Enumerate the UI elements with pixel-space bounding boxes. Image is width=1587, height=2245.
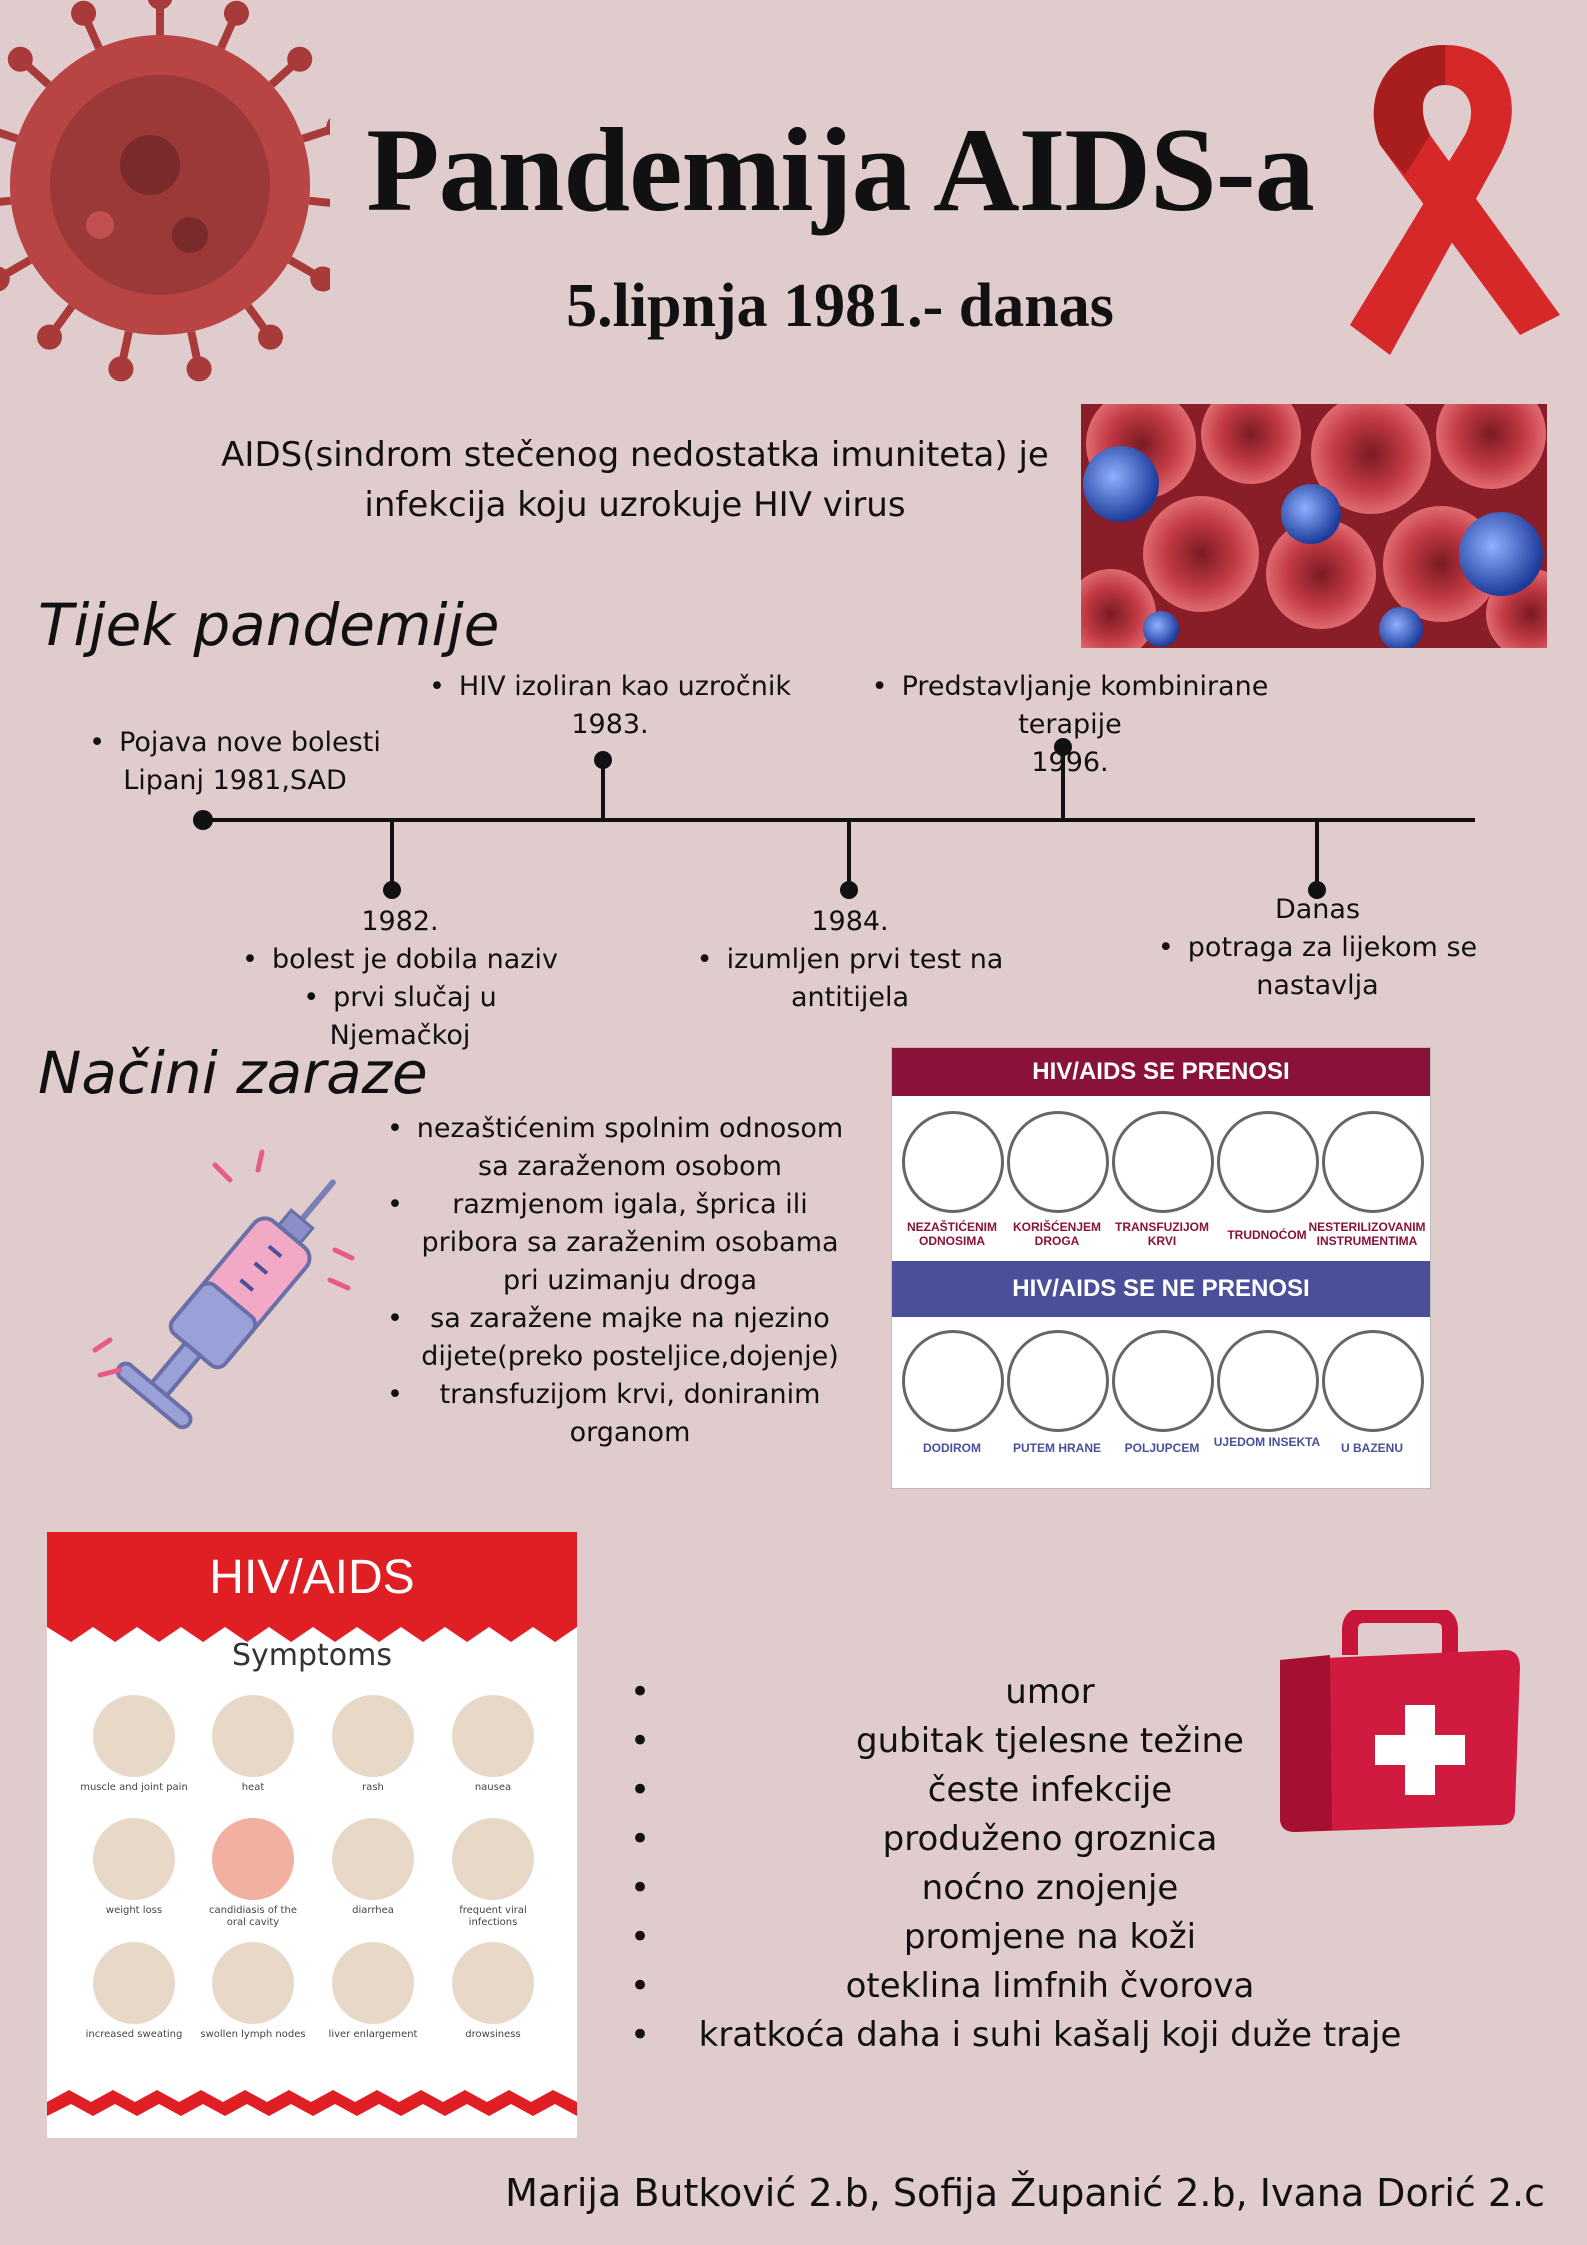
drug-use-icon bbox=[1007, 1111, 1109, 1213]
timeline-event-1981 bbox=[60, 724, 410, 800]
symptom-label: rash bbox=[362, 1782, 384, 1793]
event-date: Lipanj 1981,SAD bbox=[123, 765, 347, 796]
icon-label: U BAZENU bbox=[1341, 1441, 1403, 1455]
icon-label: KORIŠĆENJEM DROGA bbox=[1012, 1220, 1101, 1248]
icon-label: UJEDOM INSEKTA bbox=[1213, 1435, 1321, 1449]
list-item: • noćno znojenje bbox=[630, 1864, 1430, 1913]
virus-icon bbox=[0, 0, 330, 390]
timeline-title: Tijek pandemije bbox=[38, 591, 500, 659]
symptom-label: liver enlargement bbox=[328, 2029, 418, 2040]
thermometer-icon bbox=[212, 1695, 294, 1777]
instruments-icon bbox=[1322, 1111, 1424, 1213]
pillow-icon bbox=[452, 1942, 534, 2024]
event-text: • Predstavljanje kombinirane terapije bbox=[820, 668, 1320, 744]
timeline-event-1982 bbox=[230, 903, 570, 1055]
symptom-label: frequent viral infections bbox=[459, 1905, 527, 1928]
food-icon bbox=[1007, 1330, 1109, 1432]
panel-footer-shape bbox=[47, 2082, 577, 2138]
symptom-label: increased sweating bbox=[85, 2029, 183, 2040]
event-item: • izumljen prvi test na antitijela bbox=[640, 941, 1060, 1017]
event-date: 1996. bbox=[1031, 747, 1109, 778]
list-item: • razmjenom igala, šprica ili pribora sa zaraženim osobama pri uzimanju droga bbox=[375, 1186, 855, 1300]
list-item: • transfuzijom krvi, doniranim organom bbox=[375, 1376, 855, 1452]
stomach-icon bbox=[452, 1695, 534, 1777]
event-date: 1982. bbox=[361, 906, 439, 937]
kiss-icon bbox=[1112, 1330, 1214, 1432]
transmission-panel bbox=[891, 1047, 1431, 1489]
list-item: • umor bbox=[630, 1668, 1430, 1717]
list-item: • oteklina limfnih čvorova bbox=[630, 1962, 1430, 2011]
transmission-title: Načini zaraze bbox=[38, 1039, 428, 1107]
handshake-icon bbox=[902, 1330, 1004, 1432]
event-item: • potraga za lijekom se nastavlja bbox=[1100, 929, 1535, 1005]
list-item: • česte infekcije bbox=[630, 1766, 1430, 1815]
first-aid-kit-icon bbox=[1270, 1610, 1530, 1835]
panel-top-title: HIV/AIDS SE PRENOSI bbox=[892, 1048, 1430, 1096]
page-subtitle: 5.lipnja 1981.- danas bbox=[566, 272, 1114, 340]
event-date: 1984. bbox=[811, 906, 889, 937]
symptom-label: drowsiness bbox=[465, 2029, 521, 2040]
timeline-event-1996 bbox=[820, 668, 1320, 782]
authors-footer: Marija Butković 2.b, Sofija Županić 2.b, Ivana Dorić 2.c bbox=[505, 2171, 1545, 2215]
mosquito-icon bbox=[1217, 1330, 1319, 1432]
symptoms-panel-title: HIV/AIDS bbox=[209, 1551, 415, 1604]
icon-label: TRANSFUZIJOM KRVI bbox=[1115, 1220, 1209, 1248]
joint-pain-icon bbox=[93, 1695, 175, 1777]
toilet-icon bbox=[332, 1818, 414, 1900]
list-item: • promjene na koži bbox=[630, 1913, 1430, 1962]
rash-icon bbox=[332, 1695, 414, 1777]
coughing-icon bbox=[452, 1818, 534, 1900]
page-title: Pandemija AIDS-a bbox=[366, 103, 1314, 236]
intro-text: AIDS(sindrom stečenog nedostatka imuniteta) je infekcija koju uzrokuje HIV virus bbox=[221, 435, 1049, 525]
transmission-list bbox=[375, 1110, 855, 1452]
blood-cells-image bbox=[1081, 404, 1547, 648]
icon-label: TRUDNOĆOM bbox=[1227, 1228, 1307, 1242]
symptom-label: weight loss bbox=[105, 1905, 163, 1916]
lymph-nodes-icon bbox=[212, 1942, 294, 2024]
event-date: 1983. bbox=[571, 709, 649, 740]
symptom-label: muscle and joint pain bbox=[80, 1782, 188, 1793]
event-text: • HIV izoliran kao uzročnik bbox=[420, 668, 800, 706]
icon-label: NEZAŠTIĆENIM ODNOSIMA bbox=[907, 1220, 997, 1248]
list-item: • sa zaražene majke na njezino dijete(preko posteljice,dojenje) bbox=[375, 1300, 855, 1376]
list-item: • gubitak tjelesne težine bbox=[630, 1717, 1430, 1766]
icon-label: NESTERILIZOVANIM INSTRUMENTIMA bbox=[1308, 1220, 1426, 1248]
panel-bottom-title: HIV/AIDS SE NE PRENOSI bbox=[892, 1261, 1430, 1317]
icon-label: DODIROM bbox=[923, 1441, 981, 1455]
symptoms-panel-subtitle: Symptoms bbox=[231, 1638, 393, 1673]
blood-transfusion-icon bbox=[1112, 1111, 1214, 1213]
scale-icon bbox=[93, 1818, 175, 1900]
event-text: • Pojava nove bolesti bbox=[60, 724, 410, 762]
icon-label: PUTEM HRANE bbox=[1012, 1441, 1101, 1455]
event-date: Danas bbox=[1274, 894, 1361, 925]
pool-icon bbox=[1322, 1330, 1424, 1432]
symptom-label: diarrhea bbox=[352, 1905, 394, 1916]
timeline-event-1983 bbox=[420, 668, 800, 744]
symptom-label: nausea bbox=[474, 1782, 512, 1793]
syringe-icon bbox=[90, 1140, 370, 1470]
symptom-label: heat bbox=[241, 1782, 265, 1793]
timeline-event-danas bbox=[1100, 891, 1535, 1005]
list-item: • kratkoća daha i suhi kašalj koji duže traje bbox=[630, 2011, 1430, 2060]
list-item: • nezaštićenim spolnim odnosom sa zaraženom osobom bbox=[375, 1110, 855, 1186]
symptom-label: candidiasis of the oral cavity bbox=[209, 1905, 297, 1928]
symptoms-panel bbox=[47, 1532, 577, 2138]
sweating-icon bbox=[93, 1942, 175, 2024]
icon-label: POLJUPCEM bbox=[1124, 1441, 1200, 1455]
symptom-label: swollen lymph nodes bbox=[200, 2029, 306, 2040]
pregnancy-icon bbox=[1217, 1111, 1319, 1213]
liver-icon bbox=[332, 1942, 414, 2024]
timeline-event-1984 bbox=[640, 903, 1060, 1017]
list-item: • produženo groznica bbox=[630, 1815, 1430, 1864]
event-item: • prvi slučaj u Njemačkoj bbox=[230, 979, 570, 1055]
mouth-icon bbox=[212, 1818, 294, 1900]
unprotected-sex-icon bbox=[902, 1111, 1004, 1213]
event-item: • bolest je dobila naziv bbox=[230, 941, 570, 979]
